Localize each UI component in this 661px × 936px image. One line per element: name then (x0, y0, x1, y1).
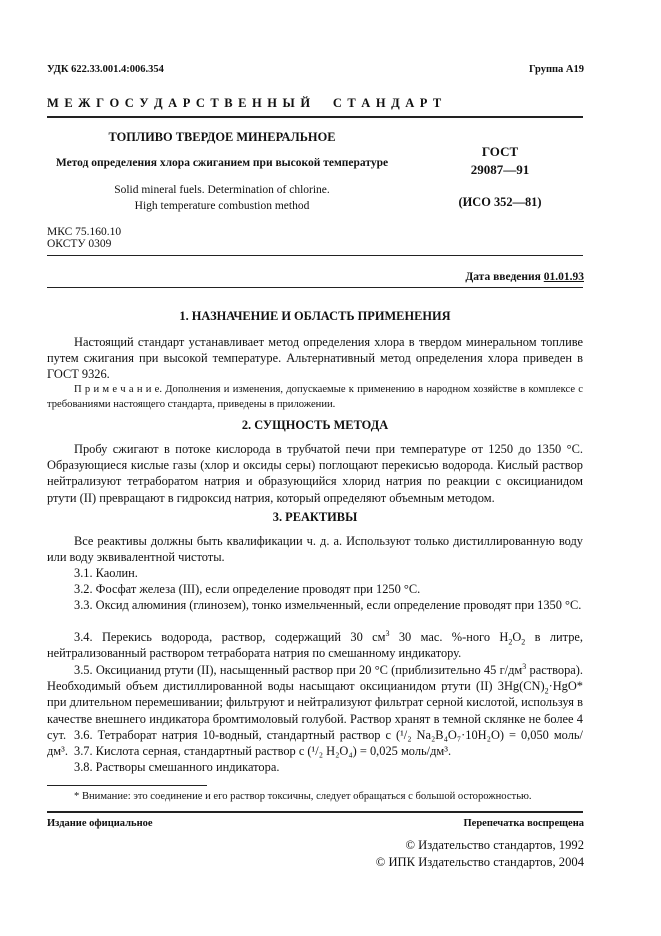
reagent-3-7: 3.7. Кислота серная, стандартный раствор c (¹/₂ H₂O₄) = 0,025 моль/дм³. (74, 744, 452, 758)
footer-rule (47, 811, 583, 813)
copyright-2004: © ИПК Издательство стандартов, 2004 (375, 855, 584, 869)
reagent-3-8: 3.8. Растворы смешанного индикатора. (74, 760, 280, 774)
standard-banner: М Е Ж Г О С У Д А Р С Т В Е Н Н Ы Й С Т А Н Д А Р Т (47, 96, 443, 110)
english-title-line2: High temperature combustion method (134, 200, 310, 212)
reagent-3-5-part-b: раствора). Необходимый объем дистиллированной воды насыщают оксицианидом ртути (II) 3Hg(CN) (47, 663, 583, 694)
section-3-intro: Все реактивы должны быть квалификации ч. д. а. Используют только дистиллированную воду или воду эквивалентной чистоты. (47, 534, 583, 565)
section-1-heading: 1. НАЗНАЧЕНИЕ И ОБЛАСТЬ ПРИМЕНЕНИЯ (179, 309, 451, 323)
reagent-3-5: 3.5. Оксицианид ртути (II), насыщенный раствор при 20 °С (приблизительно 45 $г/дм^3$ раствора). Необходимый объем дистиллированной воды насыщают оксицианидом ртути (II) $3Hg(CN)_2\cdot HgO*$ при длительном перемешивании; фильтруют и нейтрализуют фильтрат серной кислотой, используя в качестве внешнего индикатора бромтимоловый голубой. Раствор хранят в темной склянке не более 4 сут. (47, 661, 583, 742)
banner-rule (47, 116, 583, 118)
codes-rule (47, 255, 583, 256)
official-edition: Издание официальное (47, 818, 153, 829)
method-title: Метод определения хлора сжиганием при высокой температуре (55, 157, 389, 169)
document-title: ТОПЛИВО ТВЕРДОЕ МИНЕРАЛЬНОЕ (108, 130, 336, 144)
reagent-3-1: 3.1. Каолин. (74, 566, 138, 580)
reagent-3-5-part-c: ·HgO* при длительном перемешивании; фильтруют и нейтрализуют фильтрат серной кислотой, используя в качестве внешнего индикатора бромтимоловый голубой. Раствор хранят в темной склянке не более 4 сут. (47, 679, 583, 742)
reagent-3-6: 3.6. Тетраборат натрия 10-водный, стандартный раствор c (¹/₂ Na₂B₄O₇·10H₂O) = 0,050 моль/дм³. (47, 728, 583, 759)
note-text: Дополнения и изменения, допускаемые к применению в народном хозяйстве в комплексе с требованиями настоящего стандарта, приведены в приложении. (47, 384, 583, 410)
group-code: Группа А19 (528, 64, 584, 75)
introduction-date (465, 271, 584, 283)
reagent-3-3: 3.3. Оксид алюминия (глинозем), тонко измельченный, если определение проводят при 1350 °С. (74, 598, 582, 612)
reagent-3-2: 3.2. Фосфат железа (III), если определение проводят при 1250 °С. (74, 582, 421, 596)
reprint-prohibited: Перепечатка воспрещена (463, 818, 584, 829)
section-1-note (47, 382, 583, 412)
reagent-3-4-part-c: O (512, 630, 522, 644)
iso-reference: (ИСО 352—81) (458, 195, 542, 209)
section-2-paragraph: Пробу сжигают в потоке кислорода в трубчатой печи при температуре от 1250 до 1350 °С. Образующиеся кислые газы (хлор и оксиды серы) поглощают перекисью водорода. Кислый раствор нейтрализуют тетраборатом натрия и образующийся хлорид натрия по реакции с оксицианидом ртути (II) превращают в гидроксид натрия, который определяют объемным методом. (47, 442, 583, 505)
section-1-paragraph: Настоящий стандарт устанавливает метод определения хлора в твердом минеральном топливе путем сжигания при высокой температуре. Альтернативный метод определения хлора приведен в ГОСТ 9326. (47, 335, 583, 382)
footnote-rule (47, 785, 207, 786)
udk-code: УДК 622.33.001.4:006.354 (47, 64, 164, 75)
date-rule (47, 287, 583, 288)
copyright-1992: © Издательство стандартов, 1992 (405, 838, 584, 852)
reagent-3-5-part-a: 3.5. Оксицианид ртути (II), насыщенный раствор при 20 °С (приблизительно 45 г/дм (74, 663, 523, 677)
note-label: П р и м е ч а н и е. (74, 384, 163, 395)
footnote: * Внимание: это соединение и его раствор токсичны, следует обращаться с большой осторожностью. (74, 791, 532, 802)
reagent-3-4-part-d: в литре, нейтрализованный раствором тетрабората натрия по смешанному индикатору. (47, 630, 584, 661)
mks-code: МКС 75.160.10 (47, 226, 122, 238)
reagent-3-4-part-a: 3.4. Перекись водорода, раствор, содержащий 30 см (74, 630, 386, 644)
reagent-3-4-part-b: 30 мас. %-ного H (389, 630, 509, 644)
gost-number: 29087—91 (470, 162, 530, 177)
reagent-3-4: 3.4. Перекись водорода, раствор, содержащий 30 $см^3$ 30 мас. %-ного $H_2O_2$ в литре, нейтрализованный раствором тетрабората натрия по смешанному индикатору. (47, 628, 584, 661)
section-2-heading: 2. СУЩНОСТЬ МЕТОДА (241, 418, 389, 432)
introduction-date-value: 01.01.93 (543, 271, 584, 283)
english-title-line1: Solid mineral fuels. Determination of chlorine. (114, 184, 330, 196)
introduction-date-label: Дата введения (465, 271, 541, 283)
okstu-code: ОКСТУ 0309 (47, 238, 112, 250)
gost-label: ГОСТ (481, 144, 519, 159)
section-3-heading: 3. РЕАКТИВЫ (272, 510, 358, 524)
